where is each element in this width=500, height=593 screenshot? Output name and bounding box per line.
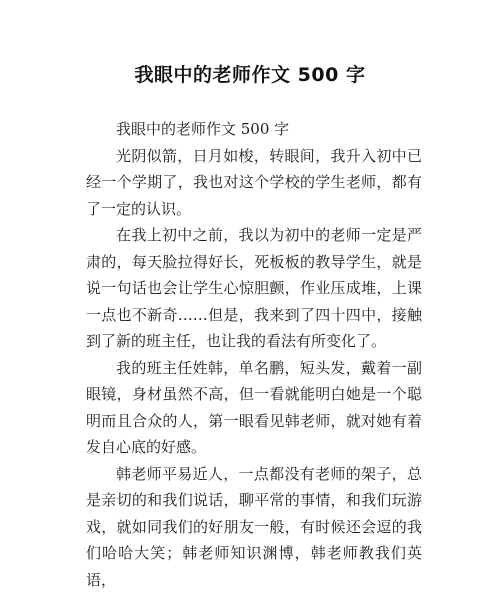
paragraph: 韩老师平易近人，一点都没有老师的架子，总是亲切的和我们说话，聊平常的事情，和我们玩游戏，就如同我们的好朋友一般，有时候还会逗的我们哈哈大笑；韩老师知识渊博，韩老师教我们英语， — [86, 461, 422, 593]
page-title: 我眼中的老师作文 500 字 — [0, 62, 500, 88]
paragraph: 我的班主任姓韩，单名鹏，短头发，戴着一副眼镜，身材虽然不高，但一看就能明白她是一个聪明而且合众的人，第一眼看见韩老师，就对她有着发自心底的好感。 — [86, 355, 422, 461]
article-body — [86, 116, 422, 593]
article-subtitle: 我眼中的老师作文 500 字 — [86, 116, 422, 143]
paragraph: 在我上初中之前，我以为初中的老师一定是严肃的，每天脸拉得好长，死板板的教导学生，就是说一句话也会让学生心惊胆颤，作业压成堆，上课一点也不新奇……但是，我来到了四十四中，接触到了新的班主任，也让我的看法有所变化了。 — [86, 222, 422, 355]
paragraph: 光阴似箭，日月如梭，转眼间，我升入初中已经一个学期了，我也对这个学校的学生老师，都有了一定的认识。 — [86, 143, 422, 223]
